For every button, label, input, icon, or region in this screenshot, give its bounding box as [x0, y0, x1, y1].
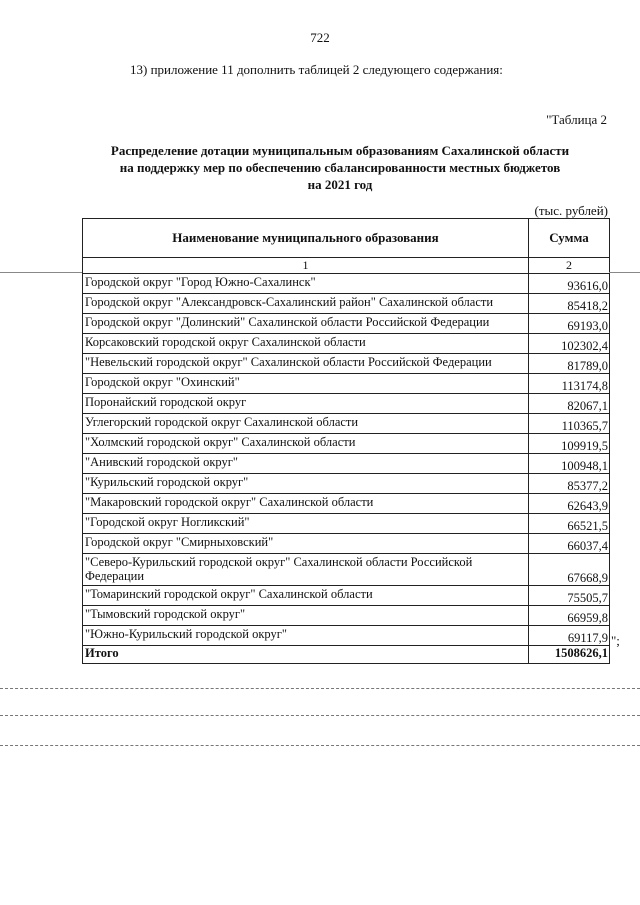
title-line-3: на 2021 год — [307, 177, 373, 192]
column-number-2: 2 — [529, 258, 610, 274]
table-row — [83, 374, 610, 394]
grant-distribution-table — [82, 218, 610, 664]
municipality-name: "Невельский городской округ" Сахалинской области Российской Федерации — [83, 354, 529, 374]
table-row — [83, 414, 610, 434]
header-name: Наименование муниципального образования — [83, 219, 529, 258]
grant-amount: 110365,7 — [529, 414, 610, 434]
table-row — [83, 534, 610, 554]
grant-amount: 82067,1 — [529, 394, 610, 414]
scan-artifact-line — [609, 272, 640, 273]
municipality-name: "Северо-Курильский городской округ" Сахалинской области Российской Федерации — [83, 554, 529, 586]
municipality-name: "Курильский городской округ" — [83, 474, 529, 494]
page-number: 722 — [310, 30, 330, 45]
municipality-name: "Тымовский городской округ" — [83, 606, 529, 626]
grant-amount: 113174,8 — [529, 374, 610, 394]
table-row — [83, 394, 610, 414]
municipality-name: Городской округ "Александровск-Сахалинский район" Сахалинской области — [83, 294, 529, 314]
table-row — [83, 494, 610, 514]
total-amount: 1508626,1 — [529, 646, 610, 664]
grant-amount: 85377,2 — [529, 474, 610, 494]
header-sum: Сумма — [529, 219, 610, 258]
table-row — [83, 354, 610, 374]
table-label: "Таблица 2 — [546, 112, 607, 127]
document-title — [70, 142, 610, 193]
grant-amount: 109919,5 — [529, 434, 610, 454]
municipality-name: "Макаровский городской округ" Сахалинской области — [83, 494, 529, 514]
scan-artifact-line — [0, 272, 82, 273]
grant-amount: 66959,8 — [529, 606, 610, 626]
table-row — [83, 554, 610, 586]
units-label: (тыс. рублей) — [534, 203, 608, 218]
table-row — [83, 314, 610, 334]
municipality-name: Корсаковский городской округ Сахалинской области — [83, 334, 529, 354]
grant-amount: 66037,4 — [529, 534, 610, 554]
table-row — [83, 454, 610, 474]
closing-quote: "; — [611, 633, 620, 648]
column-number-row — [83, 258, 610, 274]
municipality-name: Городской округ "Город Южно-Сахалинск" — [83, 274, 529, 294]
municipality-name: "Холмский городской округ" Сахалинской области — [83, 434, 529, 454]
grant-amount: 67668,9 — [529, 554, 610, 586]
table-header-row — [83, 219, 610, 258]
title-line-1: Распределение дотации муниципальным образованиям Сахалинской области — [110, 143, 570, 158]
amendment-intro: 13) приложение 11 дополнить таблицей 2 следующего содержания: — [130, 62, 503, 77]
total-row — [83, 646, 610, 664]
grant-amount: 93616,0 — [529, 274, 610, 294]
table-row — [83, 586, 610, 606]
municipality-name: "Томаринский городской округ" Сахалинской области — [83, 586, 529, 606]
grant-amount: 85418,2 — [529, 294, 610, 314]
total-label: Итого — [83, 646, 529, 664]
municipality-name: Городской округ "Долинский" Сахалинской области Российской Федерации — [83, 314, 529, 334]
municipality-name: Городской округ "Охинский" — [83, 374, 529, 394]
table-row — [83, 626, 610, 646]
municipality-name: Поронайский городской округ — [83, 394, 529, 414]
table-row — [83, 274, 610, 294]
table-row — [83, 474, 610, 494]
table-row — [83, 514, 610, 534]
grant-amount: 102302,4 — [529, 334, 610, 354]
municipality-name: "Анивский городской округ" — [83, 454, 529, 474]
municipality-name: "Южно-Курильский городской округ" — [83, 626, 529, 646]
municipality-name: "Городской округ Ногликский" — [83, 514, 529, 534]
scan-artifact-line — [0, 688, 640, 689]
grant-amount: 66521,5 — [529, 514, 610, 534]
municipality-name: Углегорский городской округ Сахалинской области — [83, 414, 529, 434]
grant-amount: 75505,7 — [529, 586, 610, 606]
municipality-name: Городской округ "Смирныховский" — [83, 534, 529, 554]
title-line-2: на поддержку мер по обеспечению сбалансированности местных бюджетов — [119, 160, 561, 175]
grant-amount: 69193,0 — [529, 314, 610, 334]
table-row — [83, 334, 610, 354]
grant-amount: 62643,9 — [529, 494, 610, 514]
scan-artifact-line — [0, 715, 640, 716]
grant-amount: 100948,1 — [529, 454, 610, 474]
column-number-1: 1 — [83, 258, 529, 274]
grant-amount: 69117,9 — [529, 626, 610, 646]
grant-amount: 81789,0 — [529, 354, 610, 374]
table-row — [83, 294, 610, 314]
table-row — [83, 434, 610, 454]
table-row — [83, 606, 610, 626]
scan-artifact-line — [0, 745, 640, 746]
